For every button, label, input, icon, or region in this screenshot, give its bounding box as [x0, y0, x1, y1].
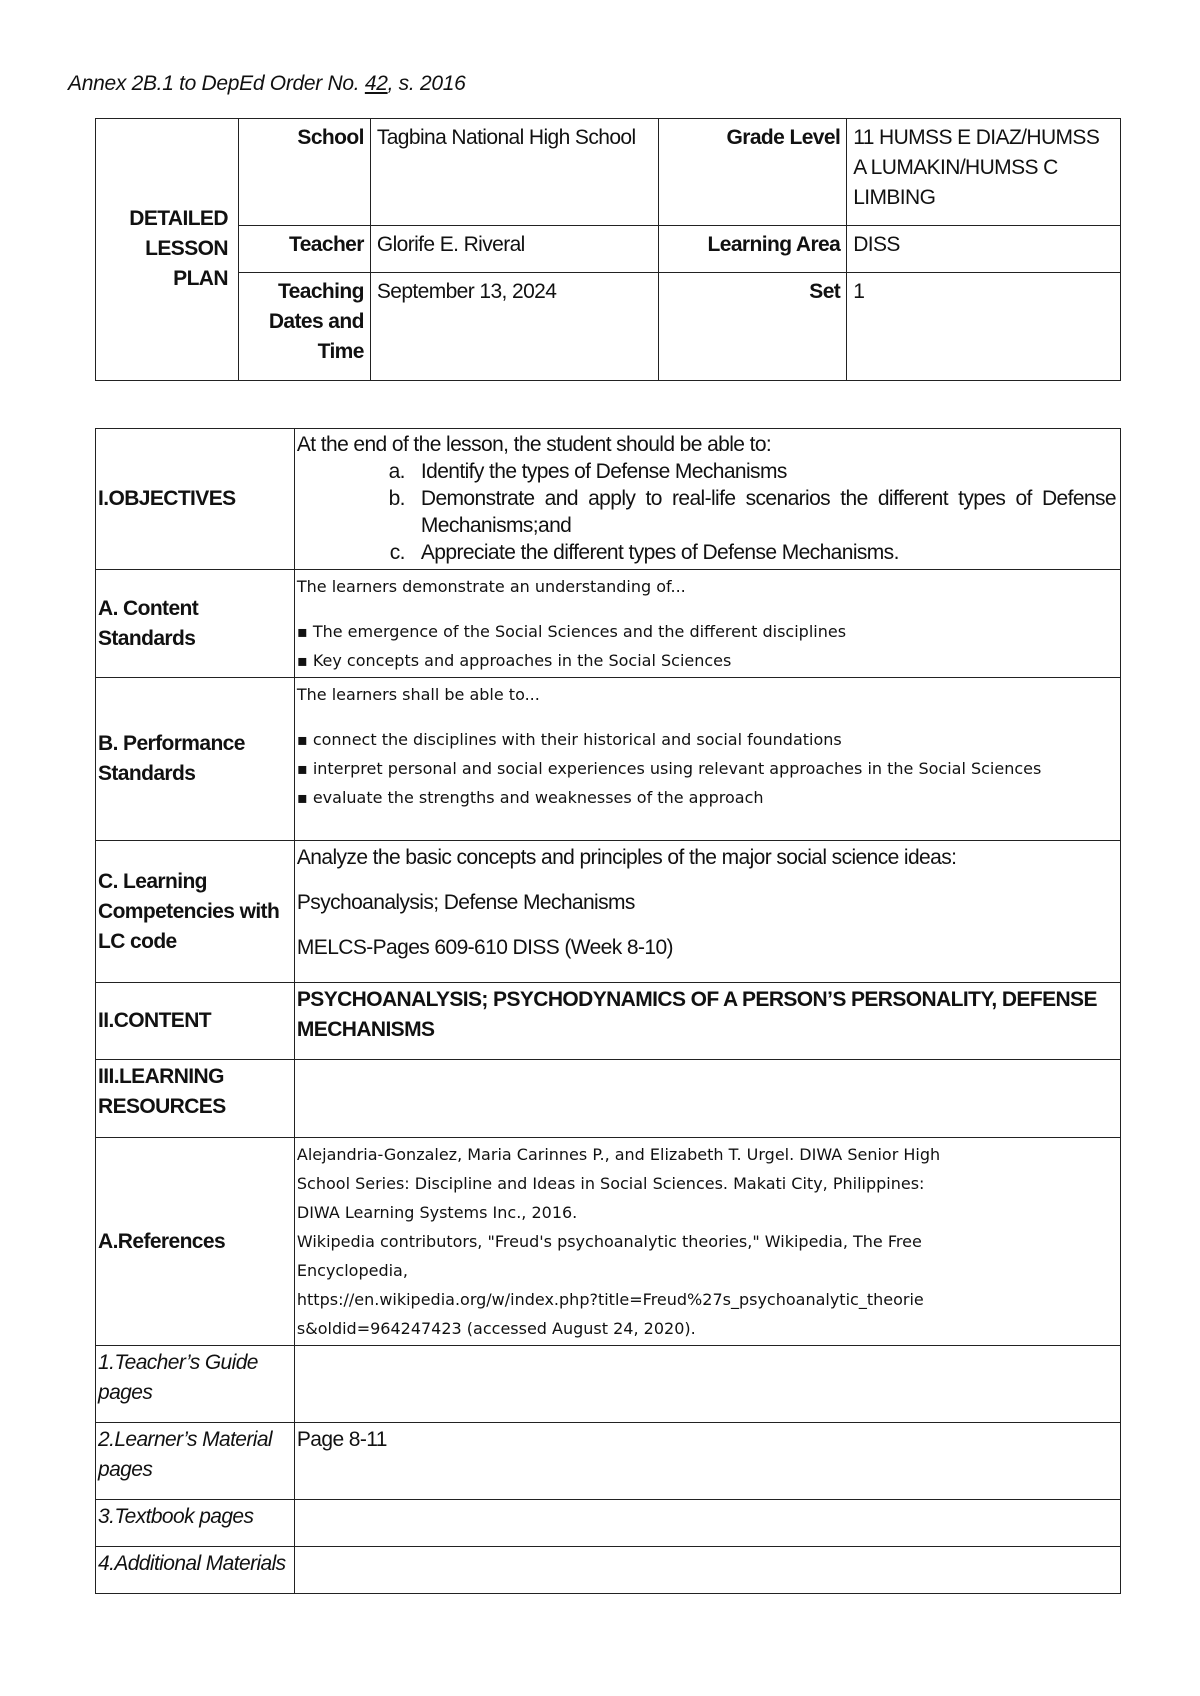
teacher-value: Glorife E. Riveral: [370, 226, 659, 273]
learning-area-value: DISS: [847, 226, 1121, 273]
list-item: [297, 458, 1118, 485]
teachers-guide-value: [294, 1346, 1120, 1423]
content-standards-row: [96, 570, 1121, 678]
performance-standards-label: B. Performance Standards: [96, 678, 295, 841]
learning-area-label: Learning Area: [659, 226, 847, 273]
performance-standards-cell: [294, 678, 1120, 841]
annex-line: [68, 72, 465, 96]
content-value: PSYCHOANALYSIS; PSYCHODYNAMICS OF A PERSON’S PERSONALITY, DEFENSE MECHANISMS: [294, 983, 1120, 1060]
grade-level-value: 11 HUMSS E DIAZ/HUMSS A LUMAKIN/HUMSS C LIMBING: [847, 119, 1121, 226]
list-item: ▪ evaluate the strengths and weaknesses of the approach: [296, 788, 764, 807]
resources-label: III.LEARNING RESOURCES: [96, 1060, 295, 1138]
header-table: [95, 118, 1121, 381]
lesson-plan-title: [96, 119, 239, 381]
reference-line: Wikipedia contributors, "Freud's psychoanalytic theories," Wikipedia, The Free: [296, 1232, 922, 1251]
additional-materials-value: [294, 1547, 1120, 1594]
lesson-table: [95, 428, 1121, 1594]
performance-standards-row: [96, 678, 1121, 841]
content-label: II.CONTENT: [96, 983, 295, 1060]
list-text: Identify the types of Defense Mechanisms: [420, 460, 787, 483]
list-letter: c.: [389, 541, 405, 564]
set-value: 1: [847, 273, 1121, 381]
additional-materials-label: 4.Additional Materials: [96, 1547, 295, 1594]
learners-material-value: Page 8-11: [294, 1423, 1120, 1500]
performance-standards-intro: The learners shall be able to...: [296, 685, 540, 704]
list-text: Appreciate the different types of Defense Mechanisms.: [420, 541, 899, 564]
textbook-label: 3.Textbook pages: [96, 1500, 295, 1547]
competencies-cell: [294, 841, 1120, 983]
annex-order-no: 42: [364, 72, 388, 95]
reference-line: Alejandria-Gonzalez, Maria Carinnes P., and Elizabeth T. Urgel. DIWA Senior High: [296, 1145, 941, 1164]
textbook-row: [96, 1500, 1121, 1547]
competencies-row: [96, 841, 1121, 983]
references-cell: [294, 1138, 1120, 1346]
list-item: [297, 539, 1118, 566]
list-letter: a.: [388, 460, 405, 483]
grade-level-label: Grade Level: [659, 119, 847, 226]
reference-line: s&oldid=964247423 (accessed August 24, 2020).: [296, 1319, 696, 1338]
objectives-intro: At the end of the lesson, the student should be able to:: [296, 433, 772, 456]
school-label: School: [238, 119, 370, 226]
competencies-line-3: MELCS-Pages 609-610 DISS (Week 8-10): [296, 936, 673, 959]
competencies-line-1: Analyze the basic concepts and principles of the major social science ideas:: [296, 846, 957, 869]
additional-materials-row: [96, 1547, 1121, 1594]
objectives-label: I.OBJECTIVES: [96, 429, 295, 570]
textbook-value: [294, 1500, 1120, 1547]
title-line-1: DETAILED: [129, 206, 228, 230]
reference-line: DIWA Learning Systems Inc., 2016.: [296, 1203, 578, 1222]
objectives-cell: [294, 429, 1120, 570]
annex-suffix: , s. 2016: [387, 72, 466, 95]
list-letter: b.: [388, 487, 405, 510]
content-standards-cell: [294, 570, 1120, 678]
list-item: ▪ connect the disciplines with their historical and social foundations: [296, 730, 842, 749]
learners-material-row: [96, 1423, 1121, 1500]
reference-line: School Series: Discipline and Ideas in Social Sciences. Makati City, Philippines:: [296, 1174, 925, 1193]
title-line-3: PLAN: [173, 266, 228, 290]
content-standards-label: A. Content Standards: [96, 570, 295, 678]
list-text: Demonstrate and apply to real-life scenarios the different types of Defense Mechanisms;and: [420, 487, 1116, 537]
list-item: ▪ interpret personal and social experiences using relevant approaches in the Social Sciences: [296, 759, 1042, 778]
references-row: [96, 1138, 1121, 1346]
competencies-label: C. Learning Competencies with LC code: [96, 841, 295, 983]
teaching-dates-label: Teaching Dates and Time: [238, 273, 370, 381]
annex-prefix: Annex 2B.1 to DepEd Order No.: [68, 72, 365, 95]
teachers-guide-row: [96, 1346, 1121, 1423]
list-item: ▪ The emergence of the Social Sciences and the different disciplines: [296, 622, 847, 641]
competencies-line-2: Psychoanalysis; Defense Mechanisms: [296, 891, 635, 914]
set-label: Set: [659, 273, 847, 381]
reference-line: Encyclopedia,: [296, 1261, 408, 1280]
school-value: Tagbina National High School: [370, 119, 659, 226]
title-line-2: LESSON: [145, 236, 228, 260]
resources-row: [96, 1060, 1121, 1138]
teaching-dates-value: September 13, 2024: [370, 273, 659, 381]
reference-line: https://en.wikipedia.org/w/index.php?title=Freud%27s_psychoanalytic_theorie: [296, 1290, 924, 1309]
content-standards-intro: The learners demonstrate an understanding of...: [296, 577, 686, 596]
list-item: [297, 485, 1118, 539]
teachers-guide-label: 1.Teacher’s Guide pages: [96, 1346, 295, 1423]
resources-value: [294, 1060, 1120, 1138]
objectives-row: [96, 429, 1121, 570]
objectives-list: [297, 458, 1118, 566]
list-item: ▪ Key concepts and approaches in the Social Sciences: [296, 651, 732, 670]
teacher-label: Teacher: [238, 226, 370, 273]
learners-material-label: 2.Learner’s Material pages: [96, 1423, 295, 1500]
content-row: [96, 983, 1121, 1060]
references-label: A.References: [96, 1138, 295, 1346]
